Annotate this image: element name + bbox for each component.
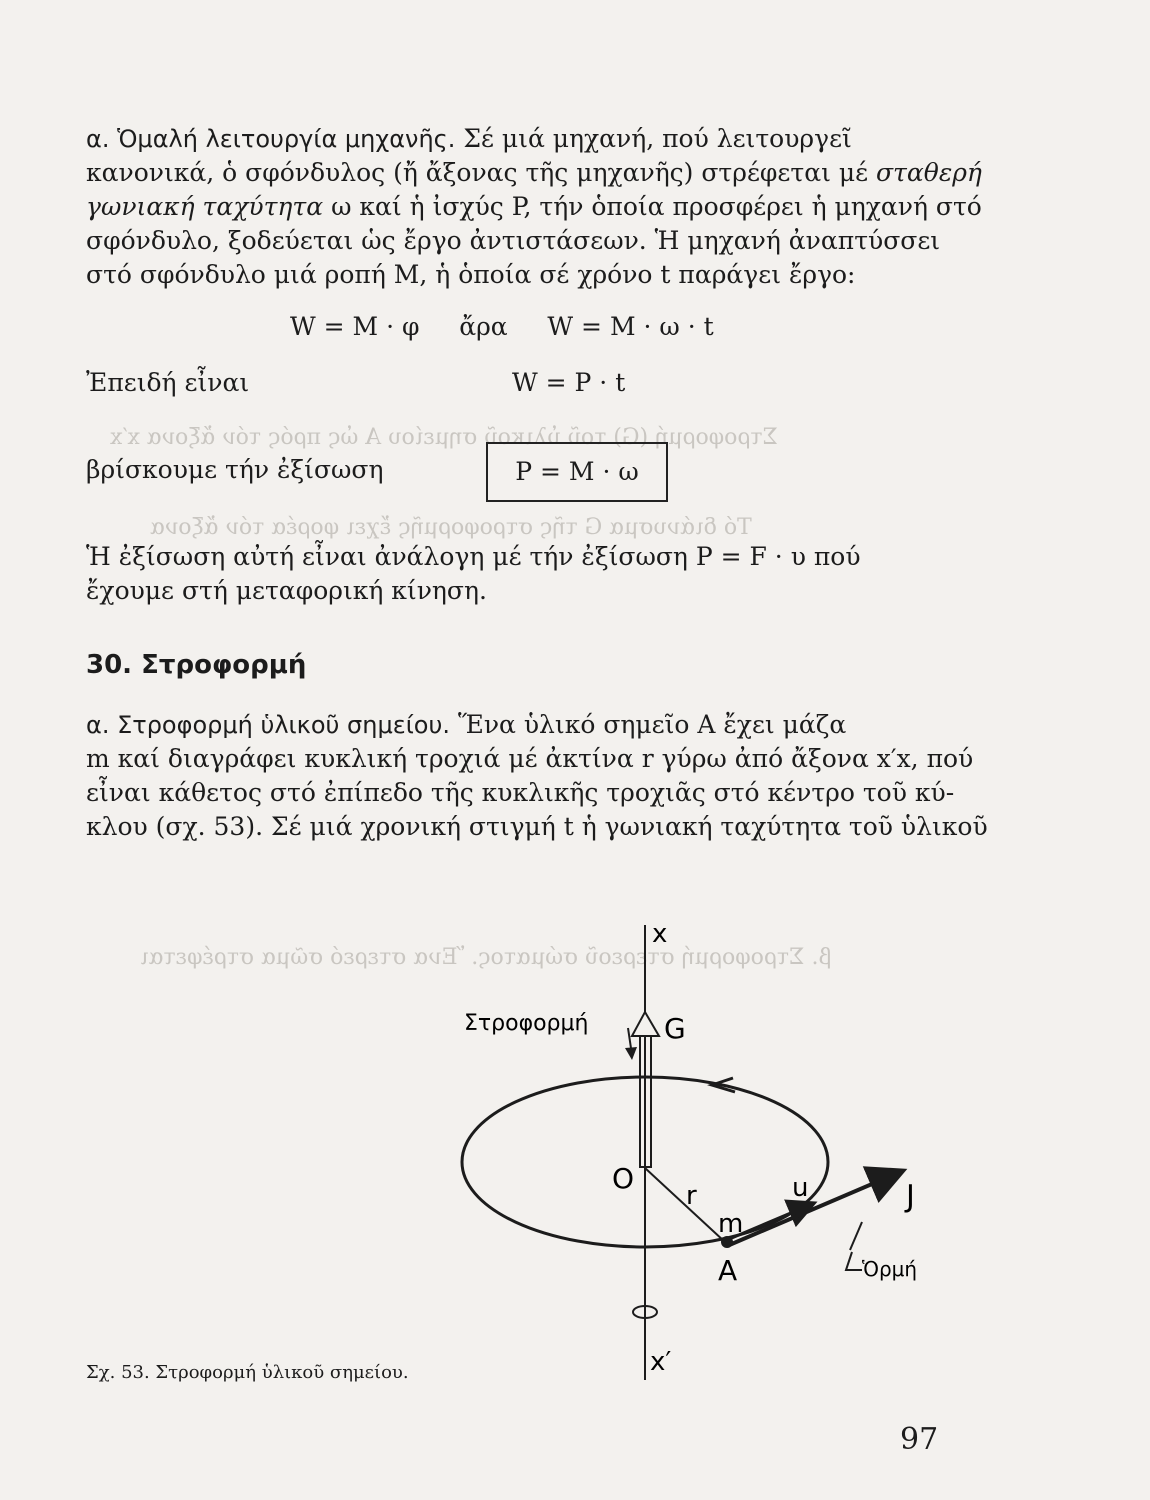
momentum-label: Ὁρμή [862, 1257, 918, 1281]
velocity-label-u: u [792, 1173, 809, 1203]
center-label-O: O [612, 1162, 635, 1195]
bleed-through-text: Στροφορμή (G) τοῦ ὑλικοῦ σημείου A ὡς πρός τόν ἄξονα x′x [110, 425, 779, 450]
point-label-A: A [718, 1254, 738, 1287]
axis-label-x: x [652, 919, 668, 949]
boxed-equation-power: P = M · ω [486, 442, 668, 502]
page-number: 97 [900, 1422, 939, 1457]
equation-work-torque: W = M · φ ἄρα W = M · ω · t [290, 312, 714, 341]
radius-line [645, 1168, 725, 1242]
find-label: βρίσκουμε τήν ἐξίσωση [86, 455, 384, 484]
subheading-smooth-operation: α. Ὁμαλή λειτουργία μηχανῆς. [86, 125, 456, 153]
since-label: Ἐπειδή εἶναι [86, 368, 250, 397]
paragraph-angular-momentum-point: α. Στροφορμή ὑλικοῦ σημείου. Ἕνα ὑλικό σημεῖο A ἔχει μάζα m καί διαγράφει κυκλική τροχιά μέ ἀκτίνα r γύρω ἀπό ἄξονα x′x, πού εἶναι κάθετος στό ἐπίπεδο τῆς κυκλικῆς τροχιᾶς στό κέντρο τοῦ κύ- κλου (σχ. 53). Σέ μιά χρονική στιγμή t ἡ γωνιακή ταχύτητα τοῦ ὑλικοῦ [86, 710, 988, 841]
bleed-through-text: β. Στροφορμή στερεοῦ σώματος. Ἕνα στερεό σῶμα στρέφεται [140, 945, 832, 970]
angular-momentum-label: Στροφορμή [464, 1011, 589, 1036]
subheading-point-angular-momentum: α. Στροφορμή ὑλικοῦ σημείου. [86, 711, 451, 739]
momentum-label-J: J [906, 1179, 915, 1214]
axis-label-x-prime: x′ [650, 1347, 672, 1377]
equation-work-power: W = P · t [512, 368, 626, 397]
momentum-label-leader [850, 1222, 862, 1250]
bleed-through-text: Τό διάνυσμα G τῆς στροφορμῆς ἔχει φορέα τόν ἄξονα [150, 515, 752, 540]
figure-caption: Σχ. 53. Στροφορμή ὑλικοῦ σημείου. [86, 1362, 409, 1383]
momentum-vector [727, 1172, 900, 1246]
momentum-label-pointer [846, 1252, 862, 1270]
paragraph-smooth-operation: α. Ὁμαλή λειτουργία μηχανῆς. Σέ μιά μηχανή, πού λειτουργεῖ κανονικά, ὁ σφόνδυλος (ἤ ἄξονας τῆς μηχανῆς) στρέφεται μέ σταθερή γωνιακή ταχύτητα ω καί ἡ ἰσχύς P, τήν ὁποία προσφέρει ἡ μηχανή στό σφόνδυλο, ξοδεύεται ὡς ἔργο ἀντιστάσεων. Ἡ μηχανή ἀναπτύσσει στό σφόνδυλο μιά ροπή M, ἡ ὁποία σέ χρόνο t παράγει ἔργο: [86, 124, 982, 289]
label-pointer-head [625, 1047, 637, 1060]
section-title-angular-momentum: 30. Στροφορμή [86, 650, 307, 680]
mass-label-m: m [718, 1209, 744, 1239]
vector-label-G: G [664, 1012, 686, 1045]
paragraph-analogy: Ἡ ἐξίσωση αὐτή εἶναι ἀνάλογη μέ τήν ἐξίσωση P = F · υ πού ἔχουμε στή μεταφορική κίνηση. [86, 542, 861, 605]
radius-label-r: r [686, 1181, 697, 1211]
angular-momentum-arrowhead [632, 1012, 659, 1036]
